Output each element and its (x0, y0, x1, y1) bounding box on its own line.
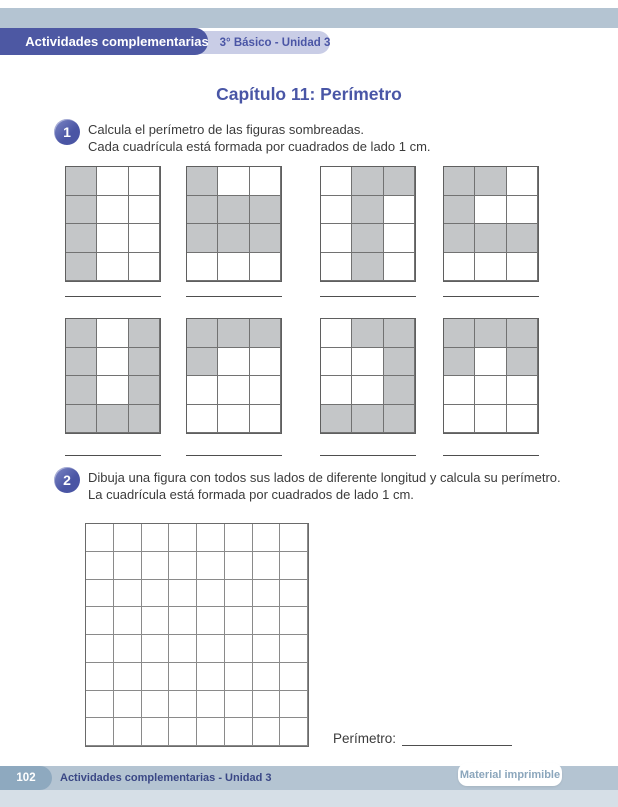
shaded-cell (352, 196, 383, 225)
shaded-cell (66, 376, 97, 405)
grid-cell (97, 167, 128, 196)
section-banner (0, 28, 208, 55)
grid-cell (142, 691, 170, 719)
grid-cell (142, 663, 170, 691)
shaded-cell (187, 348, 218, 377)
answer-line-5 (65, 455, 161, 456)
grid-cell (253, 580, 281, 608)
shaded-cell (187, 319, 218, 348)
grid-cell (280, 552, 308, 580)
perimeter-grid-6 (186, 318, 282, 434)
shaded-cell (384, 376, 415, 405)
grid-cell (475, 348, 506, 377)
shaded-cell (187, 224, 218, 253)
grid-cell (218, 405, 249, 434)
grid-cell (86, 524, 114, 552)
perimeter-grid-2 (186, 166, 282, 282)
grid-cell (253, 718, 281, 746)
grid-cell (321, 253, 352, 282)
answer-line-8 (443, 455, 539, 456)
shaded-cell (475, 319, 506, 348)
exercise-1-instruction-line-2: Cada cuadrícula está formada por cuadrados de lado 1 cm. (88, 139, 431, 154)
perimeter-grid-1 (65, 166, 161, 282)
grid-cell (321, 167, 352, 196)
grid-cell (169, 552, 197, 580)
shaded-cell (475, 167, 506, 196)
grid-cell (197, 635, 225, 663)
footer-light-strip (0, 790, 618, 807)
grid-cell (250, 167, 281, 196)
perimeter-grid-4 (443, 166, 539, 282)
grid-cell (444, 253, 475, 282)
grid-cell (142, 552, 170, 580)
answer-line-7 (320, 455, 416, 456)
grid-cell (321, 319, 352, 348)
grid-cell (197, 580, 225, 608)
grid-cell (197, 607, 225, 635)
answer-line-6 (186, 455, 282, 456)
grid-cell (225, 635, 253, 663)
exercise-2-instruction-line-2: La cuadrícula está formada por cuadrados de lado 1 cm. (88, 487, 414, 502)
grid-cell (384, 253, 415, 282)
grid-cell (169, 718, 197, 746)
exercise-1-instructions (88, 121, 431, 155)
perimeter-grid-3 (320, 166, 416, 282)
grid-cell (321, 348, 352, 377)
grid-cell (114, 718, 142, 746)
grid-cell (225, 607, 253, 635)
shaded-cell (352, 319, 383, 348)
grid-cell (507, 376, 538, 405)
shaded-cell (129, 348, 160, 377)
answer-line-3 (320, 296, 416, 297)
grid-cell (114, 580, 142, 608)
grid-cell (97, 196, 128, 225)
perimeter-grid-7 (320, 318, 416, 434)
grid-cell (250, 253, 281, 282)
shaded-cell (129, 376, 160, 405)
grid-cell (321, 224, 352, 253)
grid-cell (321, 196, 352, 225)
shaded-cell (352, 405, 383, 434)
grid-cell (129, 253, 160, 282)
shaded-cell (384, 319, 415, 348)
grid-cell (507, 405, 538, 434)
answer-line-2 (186, 296, 282, 297)
shaded-cell (475, 224, 506, 253)
grid-cell (250, 405, 281, 434)
answer-line-1 (65, 296, 161, 297)
grid-cell (475, 253, 506, 282)
shaded-cell (507, 319, 538, 348)
grid-cell (218, 348, 249, 377)
shaded-cell (384, 405, 415, 434)
grid-cell (352, 376, 383, 405)
shaded-cell (187, 196, 218, 225)
shaded-cell (507, 348, 538, 377)
perimeter-grid-5 (65, 318, 161, 434)
grid-cell (169, 691, 197, 719)
shaded-cell (352, 224, 383, 253)
grid-cell (129, 224, 160, 253)
printable-material-badge[interactable]: Material imprimible (458, 763, 562, 786)
shaded-cell (250, 196, 281, 225)
perimeter-answer-row (333, 731, 512, 746)
page-number-tab: 102 (0, 766, 52, 790)
grid-cell (280, 607, 308, 635)
exercise-1-instruction-line-1: Calcula el perímetro de las figuras sombreadas. (88, 122, 365, 137)
grid-cell (129, 196, 160, 225)
grid-cell (114, 607, 142, 635)
grid-cell (86, 691, 114, 719)
grid-cell (169, 580, 197, 608)
grid-cell (169, 607, 197, 635)
grid-cell (384, 196, 415, 225)
grid-cell (114, 663, 142, 691)
grid-cell (197, 663, 225, 691)
shaded-cell (66, 319, 97, 348)
grid-cell (507, 196, 538, 225)
top-band (0, 8, 618, 28)
grid-cell (97, 376, 128, 405)
grid-cell (218, 376, 249, 405)
grid-cell (280, 691, 308, 719)
grid-cell (225, 718, 253, 746)
shaded-cell (444, 319, 475, 348)
grid-cell (187, 253, 218, 282)
grid-cell (142, 718, 170, 746)
shaded-cell (352, 167, 383, 196)
shaded-cell (384, 167, 415, 196)
grid-cell (97, 253, 128, 282)
unit-banner-label: 3° Básico - Unidad 3 (219, 36, 331, 49)
grid-cell (444, 376, 475, 405)
grid-cell (250, 348, 281, 377)
grid-cell (97, 348, 128, 377)
shaded-cell (250, 224, 281, 253)
grid-cell (86, 635, 114, 663)
grid-cell (225, 691, 253, 719)
perimeter-answer-line (402, 732, 512, 746)
grid-cell (114, 524, 142, 552)
shaded-cell (66, 253, 97, 282)
unit-banner (196, 31, 330, 54)
grid-cell (352, 348, 383, 377)
exercise-2-badge: 2 (54, 467, 80, 493)
shaded-cell (129, 405, 160, 434)
grid-cell (97, 319, 128, 348)
grid-cell (86, 607, 114, 635)
grid-cell (253, 691, 281, 719)
grid-cell (507, 167, 538, 196)
shaded-cell (218, 196, 249, 225)
grid-cell (475, 376, 506, 405)
perimeter-label: Perímetro: (333, 731, 397, 746)
shaded-cell (129, 319, 160, 348)
grid-cell (218, 167, 249, 196)
shaded-cell (66, 224, 97, 253)
shaded-cell (250, 319, 281, 348)
drawing-grid (85, 523, 309, 747)
grid-cell (187, 405, 218, 434)
shaded-cell (66, 196, 97, 225)
grid-cell (142, 580, 170, 608)
grid-cell (169, 524, 197, 552)
grid-cell (280, 635, 308, 663)
grid-cell (225, 552, 253, 580)
exercise-1-badge: 1 (54, 119, 80, 145)
grid-cell (197, 524, 225, 552)
grid-cell (444, 405, 475, 434)
grid-cell (197, 552, 225, 580)
shaded-cell (352, 253, 383, 282)
grid-cell (475, 196, 506, 225)
grid-cell (253, 607, 281, 635)
grid-cell (197, 691, 225, 719)
shaded-cell (66, 405, 97, 434)
grid-cell (250, 376, 281, 405)
grid-cell (86, 663, 114, 691)
grid-cell (114, 635, 142, 663)
grid-cell (225, 580, 253, 608)
shaded-cell (97, 405, 128, 434)
shaded-cell (218, 224, 249, 253)
grid-cell (86, 580, 114, 608)
grid-cell (280, 718, 308, 746)
shaded-cell (218, 319, 249, 348)
shaded-cell (444, 224, 475, 253)
perimeter-grid-8 (443, 318, 539, 434)
shaded-cell (321, 405, 352, 434)
grid-cell (225, 663, 253, 691)
page-title: Capítulo 11: Perímetro (216, 84, 402, 104)
section-banner-label: Actividades complementarias (25, 34, 209, 49)
shaded-cell (384, 348, 415, 377)
grid-cell (169, 663, 197, 691)
grid-cell (97, 224, 128, 253)
grid-cell (86, 552, 114, 580)
shaded-cell (444, 348, 475, 377)
grid-cell (129, 167, 160, 196)
grid-cell (169, 635, 197, 663)
grid-cell (280, 580, 308, 608)
grid-cell (187, 376, 218, 405)
grid-cell (114, 552, 142, 580)
grid-cell (384, 224, 415, 253)
grid-cell (253, 552, 281, 580)
grid-cell (253, 635, 281, 663)
shaded-cell (507, 224, 538, 253)
grid-cell (280, 524, 308, 552)
grid-cell (86, 718, 114, 746)
shaded-cell (444, 167, 475, 196)
grid-cell (197, 718, 225, 746)
answer-line-4 (443, 296, 539, 297)
shaded-cell (66, 348, 97, 377)
grid-cell (507, 253, 538, 282)
grid-cell (253, 524, 281, 552)
grid-cell (142, 524, 170, 552)
grid-cell (142, 607, 170, 635)
shaded-cell (444, 196, 475, 225)
grid-cell (225, 524, 253, 552)
grid-cell (218, 253, 249, 282)
exercise-2-instructions (88, 469, 561, 503)
footer-breadcrumb: Actividades complementarias - Unidad 3 (60, 772, 272, 784)
grid-cell (321, 376, 352, 405)
grid-cell (253, 663, 281, 691)
grid-cell (114, 691, 142, 719)
grid-cell (475, 405, 506, 434)
shaded-cell (66, 167, 97, 196)
grid-cell (280, 663, 308, 691)
grid-cell (142, 635, 170, 663)
exercise-2-instruction-line-1: Dibuja una figura con todos sus lados de diferente longitud y calcula su perímetro. (88, 470, 561, 485)
shaded-cell (187, 167, 218, 196)
